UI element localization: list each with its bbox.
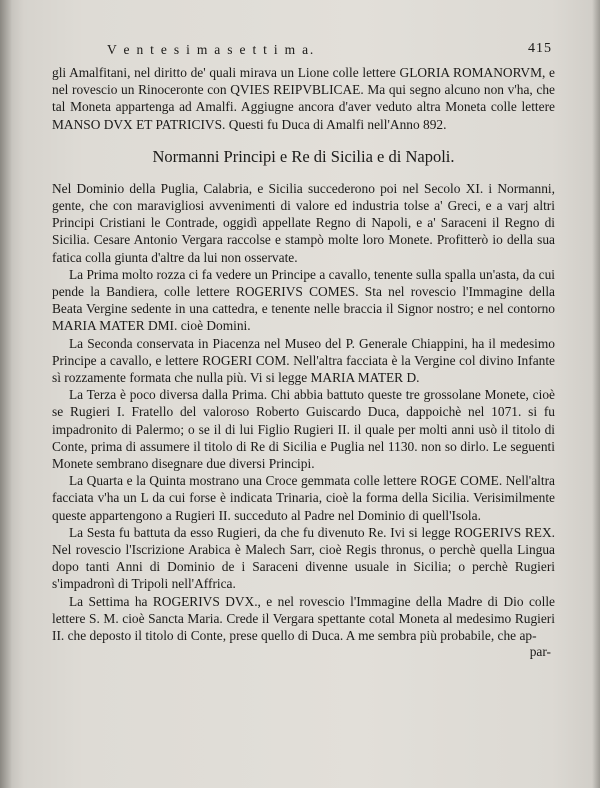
running-title: V e n t e s i m a s e t t i m a. (107, 42, 316, 57)
catchword: par- (529, 644, 551, 660)
page-binding-shadow (0, 0, 12, 788)
page-edge-shadow (592, 0, 600, 788)
paragraph-quarta-quinta: La Quarta e la Quinta mostrano una Croce gemmata colle lettere ROGE COME. Nell'altra facciata v'ha un L da cui forse è indicata Trinaria, cioè la forma della Sicilia. Verisimilmente queste appartengono a Rugieri II. succeduto al Padre nel Dominio di quell'Isola. (52, 473, 555, 523)
paragraph-settima: La Settima ha ROGERIVS DVX., e nel rovescio l'Immagine della Madre di Dio colle lettere S. M. cioè Sancta Maria. Crede il Vergara spettante cotal Moneta al medesimo Rugieri II. che deposto il titolo di Conte, prese quello di Duca. A me sembra più probabile, che ap- (52, 593, 555, 644)
paragraph-dominio: Nel Dominio della Puglia, Calabria, e Sicilia succederono poi nel Secolo XI. i Normanni, gente, che con maravigliosi avvenimenti di valore ed industria tolse a' Greci, e a varj altri Principi Cristiani le Contrade, oggidì appellate Regno di Napoli, e a' Saraceni il Regno di Sicilia. Cesare Antonio Vergara raccolse e stampò molte loro Monete. Profitterò io della sua fatica colla giunta d'altre da lui non osservate. (52, 180, 555, 265)
paragraph-sesta: La Sesta fu battuta da esso Rugieri, da che fu divenuto Re. Ivi si legge ROGERIVS REX. Nel rovescio l'Iscrizione Arabica è Malech Sarr, cioè Regis thronus, o perchè quella Lingua dopo tanti Anni di Dominio de i Saraceni divenne usuale in Sicilia; o perchè Rugieri s'impadronì di Tripoli nell'Affrica. (52, 524, 555, 592)
running-head (52, 36, 555, 60)
page-number: 415 (528, 41, 552, 56)
paragraph-prima: La Prima molto rozza ci fa vedere un Principe a cavallo, tenente sulla spalla un'asta, da cui pende la Bandiera, colle lettere ROGERIVS COMES. Sta nel rovescio l'Immagine della Beata Vergine sedente in una cattedra, e tenente nelle braccia il Signor nostro; e nel contorno MARIA MATER DMI. cioè Domini. (52, 266, 555, 334)
section-title: Normanni Principi e Re di Sicilia e di Napoli. (152, 146, 455, 166)
paragraph-seconda: La Seconda conservata in Piacenza nel Museo del P. Generale Chiappini, ha il medesimo Principe a cavallo, e lettere ROGERI COM. Nell'altra facciata è la Vergine col divino Infante sì rozzamente formata che nulla più. Vi si legge MARIA MATER D. (52, 335, 555, 386)
paragraph-terza: La Terza è poco diversa dalla Prima. Chi abbia battuto queste tre grossolane Monete, cioè se Rugieri I. Fratello del valoroso Roberto Guiscardo Duca, dappoichè nel 1071. si fu impadronito di Palermo; o se il di lui Figlio Rugieri II. il quale per molti anni usò il titolo di Conte, prima di assumere il titolo di Re di Sicilia e Puglia nel 1130. non so dirlo. Le seguenti Monete sembrano disegnare due diversi Principi. (52, 387, 555, 472)
page-content (52, 36, 555, 660)
intro-paragraph: gli Amalfitani, nel diritto de' quali mirava un Lione colle lettere GLORIA ROMANORVM, e nel rovescio un Rinoceronte con QVIES REIPVBLICAE. Ma qui segno alcuno non v'ha, che tal Moneta appartenga ad Amalfi. Aggiugne ancora d'aver veduto altra Moneta colle lettere MANSO DVX ET PATRICIVS. Questi fu Duca di Amalfi nell'Anno 892. (52, 65, 555, 132)
